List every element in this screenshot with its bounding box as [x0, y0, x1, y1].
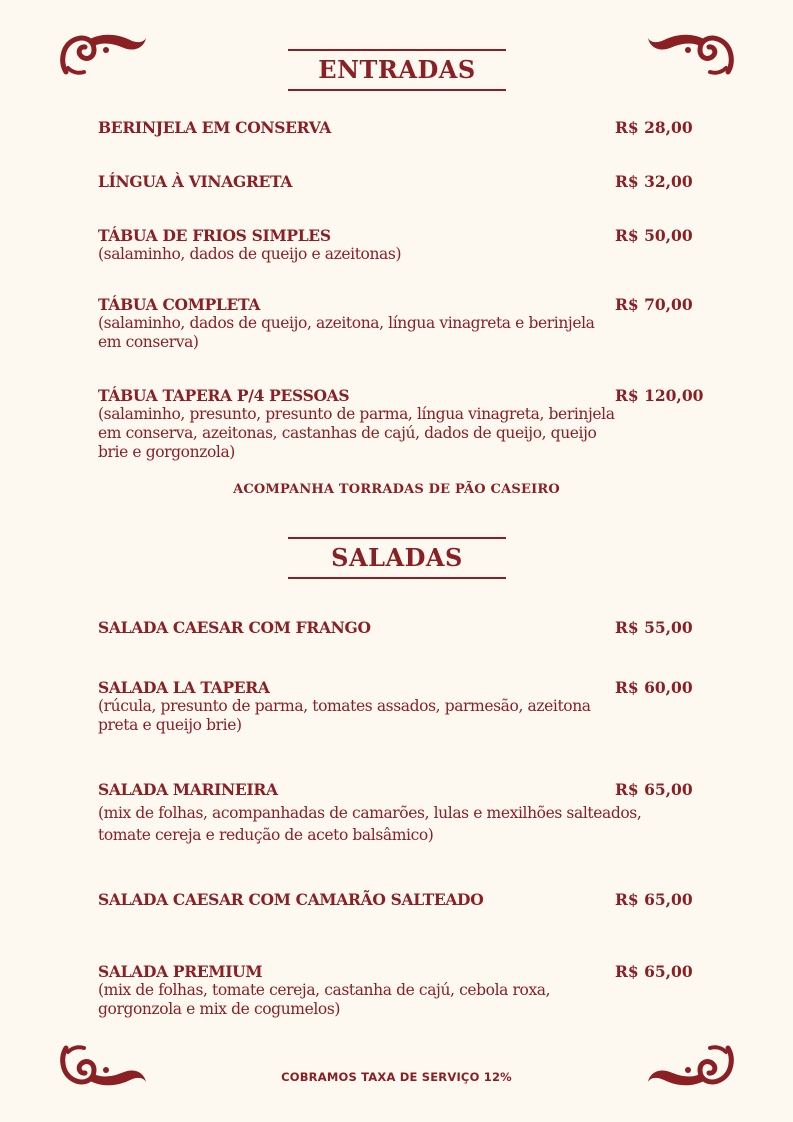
- item-price: R$ 65,00: [615, 780, 693, 799]
- item-name: SALADA CAESAR COM CAMARÃO SALTEADO: [98, 890, 484, 909]
- item-price: R$ 28,00: [615, 118, 693, 137]
- item-price: R$ 55,00: [615, 618, 693, 637]
- menu-item: [98, 678, 698, 735]
- item-description: (salaminho, dados de queijo e azeitonas): [98, 245, 402, 263]
- section-title-saladas: SALADAS: [288, 537, 506, 579]
- scroll-flourish-icon: [646, 1040, 736, 1092]
- accompaniment-note: ACOMPANHA TORRADAS DE PÃO CASEIRO: [233, 482, 560, 497]
- menu-item: [98, 962, 698, 1019]
- item-price: R$ 60,00: [615, 678, 693, 697]
- item-price: R$ 50,00: [615, 226, 693, 245]
- item-name: TÁBUA TAPERA P/4 PESSOAS: [98, 386, 350, 405]
- menu-item: [98, 780, 698, 846]
- item-name: SALADA MARINEIRA: [98, 780, 278, 799]
- menu-item: [98, 890, 698, 909]
- item-description: (rúcula, presunto de parma, tomates assados, parmesão, azeitona preta e queijo brie): [98, 697, 591, 734]
- item-name: SALADA PREMIUM: [98, 962, 263, 981]
- item-price: R$ 32,00: [615, 172, 693, 191]
- item-price: R$ 65,00: [615, 890, 693, 909]
- item-name: SALADA LA TAPERA: [98, 678, 270, 697]
- service-fee-note: COBRAMOS TAXA DE SERVIÇO 12%: [281, 1070, 512, 1084]
- item-description: (mix de folhas, acompanhadas de camarões, lulas e mexilhões salteados, tomate cereja e redução de aceto balsâmico): [98, 804, 642, 844]
- item-price: R$ 70,00: [615, 295, 693, 314]
- item-price: R$ 120,00: [615, 386, 704, 405]
- item-description: (mix de folhas, tomate cereja, castanha de cajú, cebola roxa, gorgonzola e mix de cogumelos): [98, 981, 551, 1018]
- item-name: LÍNGUA À VINAGRETA: [98, 172, 293, 191]
- item-description: (salaminho, presunto, presunto de parma, língua vinagreta, berinjela em conserva, azeitonas, castanhas de cajú, dados de queijo, queijo brie e gorgonzola): [98, 405, 615, 461]
- menu-item: [98, 172, 698, 191]
- scroll-flourish-icon: [58, 28, 148, 80]
- item-name: TÁBUA DE FRIOS SIMPLES: [98, 226, 331, 245]
- menu-item: [98, 295, 698, 352]
- menu-item: [98, 386, 704, 462]
- item-name: BERINJELA EM CONSERVA: [98, 118, 331, 137]
- item-description: (salaminho, dados de queijo, azeitona, língua vinagreta e berinjela em conserva): [98, 314, 595, 351]
- scroll-flourish-icon: [646, 28, 736, 80]
- menu-item: [98, 618, 698, 637]
- item-price: R$ 65,00: [615, 962, 693, 981]
- section-title-entradas: ENTRADAS: [288, 49, 506, 91]
- menu-item: [98, 226, 698, 264]
- menu-item: [98, 118, 698, 137]
- scroll-flourish-icon: [58, 1040, 148, 1092]
- item-name: TÁBUA COMPLETA: [98, 295, 261, 314]
- item-name: SALADA CAESAR COM FRANGO: [98, 618, 371, 637]
